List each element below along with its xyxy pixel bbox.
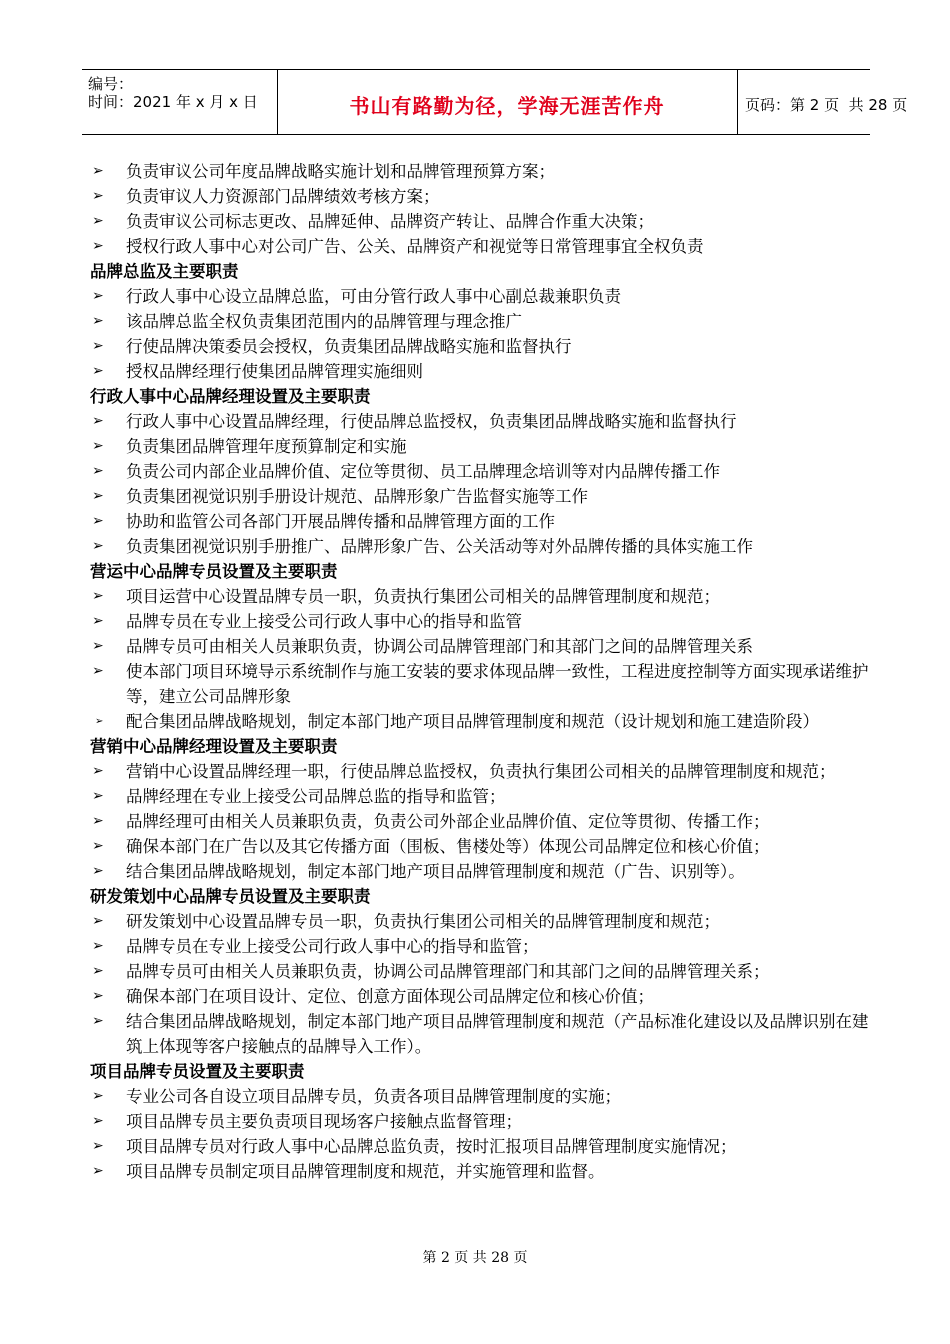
arrow-bullet-icon: ➢ (92, 838, 104, 854)
list-item-text: 确保本部门在项目设计、定位、创意方面体现公司品牌定位和核心价值； (126, 987, 654, 1006)
arrow-bullet-icon: ➢ (92, 413, 104, 429)
list-item-text: 品牌经理可由相关人员兼职负责，负责公司外部企业品牌价值、定位等贯彻、传播工作； (126, 812, 770, 831)
list-item-text: 品牌专员在专业上接受公司行政人事中心的指导和监管 (126, 612, 522, 631)
list-item (92, 834, 872, 859)
arrow-bullet-icon: ➢ (92, 638, 104, 654)
section-heading: 行政人事中心品牌经理设置及主要职责 (90, 387, 371, 406)
header-motto-cell (277, 70, 738, 134)
arrow-bullet-icon: ➢ (92, 788, 104, 804)
list-item (92, 159, 872, 184)
arrow-bullet-icon: ➢ (92, 288, 104, 304)
arrow-bullet-icon: ➢ (92, 213, 104, 229)
list-item (92, 859, 872, 884)
list-item (92, 334, 872, 359)
arrow-bullet-icon: ➢ (92, 313, 104, 329)
arrow-bullet-icon: ➢ (92, 863, 104, 879)
section-heading: 品牌总监及主要职责 (90, 262, 239, 281)
arrow-bullet-icon: ➢ (92, 913, 104, 929)
section-heading: 项目品牌专员设置及主要职责 (90, 1062, 305, 1081)
list-item (92, 1159, 872, 1184)
list-item-text: 该品牌总监全权负责集团范围内的品牌管理与理念推广 (126, 312, 522, 331)
list-item-text: 行政人事中心设立品牌总监，可由分管行政人事中心副总裁兼职负责 (126, 287, 621, 306)
list-item (92, 609, 872, 634)
list-item-text: 品牌专员在专业上接受公司行政人事中心的指导和监管； (126, 937, 539, 956)
list-item (92, 809, 872, 834)
list-item-text: 确保本部门在广告以及其它传播方面（围板、售楼处等）体现公司品牌定位和核心价值； (126, 837, 770, 856)
list-item-text: 项目品牌专员制定项目品牌管理制度和规范，并实施管理和监督。 (126, 1162, 605, 1181)
list-item-text: 研发策划中心设置品牌专员一职，负责执行集团公司相关的品牌管理制度和规范； (126, 912, 720, 931)
list-item-text: 负责审议公司标志更改、品牌延伸、品牌资产转让、品牌合作重大决策； (126, 212, 654, 231)
list-item (92, 534, 872, 559)
list-item (92, 934, 872, 959)
list-item-text: 项目品牌专员主要负责项目现场客户接触点监督管理； (126, 1112, 522, 1131)
arrow-bullet-icon: ➢ (92, 363, 104, 379)
list-item (92, 234, 872, 259)
list-item (92, 959, 872, 984)
list-item-text: 品牌专员可由相关人员兼职负责，协调公司品牌管理部门和其部门之间的品牌管理关系 (126, 637, 753, 656)
list-item (92, 509, 872, 534)
header-motto: 书山有路勤为径，学海无涯苦作舟 (349, 94, 665, 118)
list-item-text: 负责审议公司年度品牌战略实施计划和品牌管理预算方案； (126, 162, 555, 181)
list-item-text: 负责审议人力资源部门品牌绩效考核方案； (126, 187, 440, 206)
list-item-text: 行政人事中心设置品牌经理，行使品牌总监授权，负责集团品牌战略实施和监督执行 (126, 412, 737, 431)
arrow-bullet-icon: ➢ (92, 1163, 104, 1179)
list-item-text: 结合集团品牌战略规划，制定本部门地产项目品牌管理制度和规范（产品标准化建设以及品牌识别在建筑上体现等客户接触点的品牌导入工作）。 (126, 1012, 869, 1056)
list-item-text: 营销中心设置品牌经理一职，行使品牌总监授权，负责执行集团公司相关的品牌管理制度和规范； (126, 762, 836, 781)
page-footer: 第 2 页 共 28 页 (422, 1250, 528, 1266)
arrow-bullet-icon: ➢ (92, 238, 104, 254)
list-item-text: 配合集团品牌战略规划，制定本部门地产项目品牌管理制度和规范（设计规划和施工建造阶段） (126, 712, 819, 731)
list-item-text: 负责集团品牌管理年度预算制定和实施 (126, 437, 407, 456)
list-item (92, 1109, 872, 1134)
arrow-bullet-icon: ➢ (92, 338, 104, 354)
list-item (92, 984, 872, 1009)
arrow-bullet-icon: ➢ (92, 663, 104, 679)
header-page-cell (737, 70, 908, 134)
list-item-text: 品牌经理在专业上接受公司品牌总监的指导和监管； (126, 787, 506, 806)
arrow-bullet-icon: ➢ (92, 813, 104, 829)
list-item-text: 项目品牌专员对行政人事中心品牌总监负责，按时汇报项目品牌管理制度实施情况； (126, 1137, 737, 1156)
list-item (92, 284, 872, 309)
list-item-text: 授权品牌经理行使集团品牌管理实施细则 (126, 362, 423, 381)
arrow-bullet-icon: ➢ (92, 613, 104, 629)
list-item-text: 使本部门项目环境导示系统制作与施工安装的要求体现品牌一致性，工程进度控制等方面实现承诺维护等，建立公司品牌形象 (126, 662, 869, 706)
list-item (92, 359, 872, 384)
list-item-text: 负责公司内部企业品牌价值、定位等贯彻、员工品牌理念培训等对内品牌传播工作 (126, 462, 720, 481)
list-item (92, 659, 872, 709)
arrow-bullet-icon: ➢ (92, 1138, 104, 1154)
list-item (92, 759, 872, 784)
list-item (92, 459, 872, 484)
header-meta-cell (82, 70, 278, 134)
arrow-bullet-icon: ➢ (92, 938, 104, 954)
page-header (82, 69, 908, 135)
list-item (92, 909, 872, 934)
list-item-text: 专业公司各自设立项目品牌专员，负责各项目品牌管理制度的实施； (126, 1087, 621, 1106)
list-item-text: 结合集团品牌战略规划，制定本部门地产项目品牌管理制度和规范（广告、识别等）。 (126, 862, 745, 881)
list-item (92, 184, 872, 209)
arrow-bullet-icon: ➢ (92, 1013, 104, 1029)
arrow-bullet-icon: ➢ (92, 588, 104, 604)
list-item-text: 项目运营中心设置品牌专员一职，负责执行集团公司相关的品牌管理制度和规范； (126, 587, 720, 606)
arrow-bullet-icon: ➢ (92, 513, 104, 529)
list-item (92, 484, 872, 509)
arrow-bullet-icon: ➢ (92, 188, 104, 204)
list-item-text: 品牌专员可由相关人员兼职负责，协调公司品牌管理部门和其部门之间的品牌管理关系； (126, 962, 770, 981)
arrow-bullet-icon: ➢ (92, 488, 104, 504)
list-item (92, 1084, 872, 1109)
list-item (92, 409, 872, 434)
list-item (92, 1134, 872, 1159)
arrow-bullet-icon: ➢ (92, 163, 104, 179)
arrow-bullet-icon: ➢ (92, 1088, 104, 1104)
list-item (92, 309, 872, 334)
section-heading: 营销中心品牌经理设置及主要职责 (90, 737, 338, 756)
section-heading: 营运中心品牌专员设置及主要职责 (90, 562, 338, 581)
list-item (92, 709, 872, 734)
arrow-bullet-icon: ➢ (92, 963, 104, 979)
list-item-text: 负责集团视觉识别手册设计规范、品牌形象广告监督实施等工作 (126, 487, 588, 506)
list-item (92, 209, 872, 234)
list-item-text: 行使品牌决策委员会授权，负责集团品牌战略实施和监督执行 (126, 337, 572, 356)
header-page-info: 页码：第 2 页 共 28 页 (745, 96, 908, 114)
list-item-text: 授权行政人事中心对公司广告、公关、品牌资产和视觉等日常管理事宜全权负责 (126, 237, 704, 256)
arrow-bullet-icon: ➢ (92, 438, 104, 454)
document-number-label: 编号： (88, 75, 134, 93)
arrow-bullet-icon: ➢ (92, 763, 104, 779)
list-item-text: 负责集团视觉识别手册推广、品牌形象广告、公关活动等对外品牌传播的具体实施工作 (126, 537, 753, 556)
list-item (92, 1009, 872, 1059)
list-item (92, 584, 872, 609)
arrow-bullet-icon: ➢ (92, 988, 104, 1004)
list-item (92, 784, 872, 809)
section-heading: 研发策划中心品牌专员设置及主要职责 (90, 887, 371, 906)
document-time-label: 时间：2021 年 x 月 x 日 (88, 93, 258, 111)
document-body (92, 159, 872, 1184)
arrow-bullet-icon: ➢ (92, 1113, 104, 1129)
arrow-bullet-icon: ➢ (92, 538, 104, 554)
arrow-bullet-icon: ➢ (95, 716, 104, 727)
list-item (92, 434, 872, 459)
list-item (92, 634, 872, 659)
arrow-bullet-icon: ➢ (92, 463, 104, 479)
list-item-text: 协助和监管公司各部门开展品牌传播和品牌管理方面的工作 (126, 512, 555, 531)
